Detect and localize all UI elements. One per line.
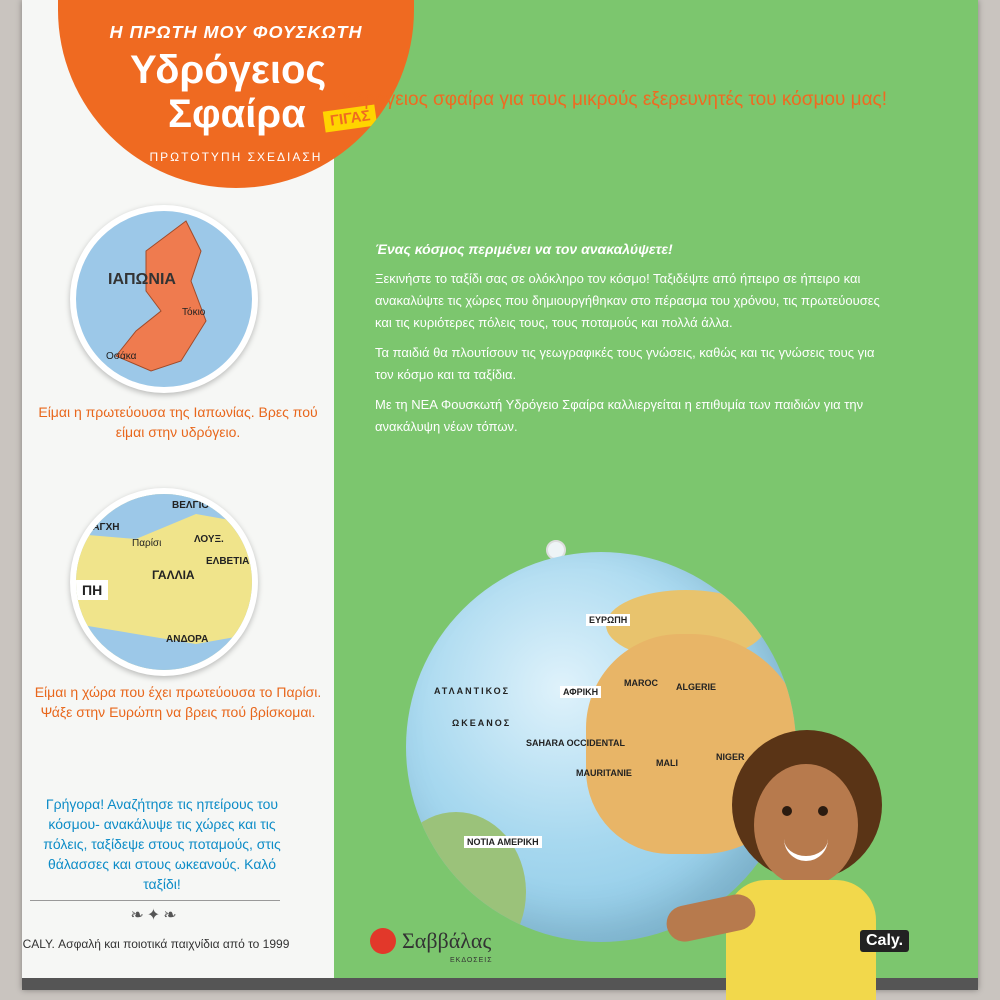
ocean-label: ΩΚΕΑΝΟΣ [452,718,512,728]
belgium-label: ΒΕΛΓΙΟ [172,500,210,511]
savvalas-icon [370,928,396,954]
savvalas-logo [370,928,491,954]
south-america-landmass [406,812,526,942]
tokyo-label: Τόκιο [182,307,206,318]
africa-label: ΑΦΡΙΚΗ [560,686,601,698]
description-block [375,238,885,446]
badge-title-line2: Σφαίρα [168,92,306,136]
description-paragraph-3: Με τη ΝΕΑ Φουσκωτή Υδρόγειο Σφαίρα καλλιεργείται η επιθυμία των παιδιών για την ανακάλυψη νέων τόπων. [375,397,864,434]
savvalas-subtitle: ΕΚΔΟΣΕΙΣ [450,957,493,964]
mali-label: MALI [656,758,678,768]
orange-tagline: Υδρόγειος σφαίρα για τους μικρούς εξερευνητές του κόσμου μας! [341,89,887,110]
channel-label: ΜΑΓΧΗ [84,522,120,533]
caly-logo: Caly. [860,930,909,952]
japan-map-illustration [76,211,252,387]
explore-text: Γρήγορα! Αναζήτησε τις ηπείρους του κόσμου- ανακάλυψε τις χώρες και τις πόλεις, ταξίδεψε στους ποταμούς, στις θάλασσες και στους ωκεανούς. Καλό ταξίδι! [43,796,281,892]
description-paragraph-1: Ξεκινήστε το ταξίδι σας σε ολόκληρο τον κόσμο! Ταξιδέψτε από ήπειρο σε ήπειρο και ανακαλύψτε τις χώρες που δημιουργήθηκαν στο πέρασμα του χρόνου, τις πρωτεύουσες και τις κυριότερες πόλεις τους, τους ποταμούς και πολλά άλλα. [375,271,880,330]
sahara-label: SAHARA OCCIDENTAL [526,738,625,748]
japan-question: Είμαι η πρωτεύουσα της Ιαπωνίας. Βρες πού είμαι στην υδρόγειο. [38,404,318,440]
badge-top-text: Η ΠΡΩΤΗ ΜΟΥ ΦΟΥΣΚΩΤΗ [109,22,363,42]
savvalas-name: Σαββάλας [402,928,492,953]
atlantic-label: ΑΤΛΑΝΤΙΚΟΣ [434,686,511,696]
description-heading: Ένας κόσμος περιμένει να τον ανακαλύψετε! [375,241,673,257]
caly-safety-note: CALY. Ασφαλή και ποιοτικά παιχνίδια από το 1999 [22,937,290,951]
cut-label: ΠΗ [76,580,108,600]
andorra-label: ΑΝΔΟΡΑ [166,634,209,645]
niger-label: NIGER [716,752,745,762]
badge-gigas-tag: ΓΙΓΑΣ [323,104,378,132]
south-america-label: ΝΟΤΙΑ ΑΜΕΡΙΚΗ [464,836,542,848]
flourish-ornament: ❧✦❧ [130,907,180,924]
badge-subtitle: ΠΡΩΤΟΤΥΠΗ ΣΧΕΔΙΑΣΗ [149,150,323,164]
osaka-label: Οσάκα [106,351,137,362]
france-label: ΓΑΛΛΙΑ [152,568,195,582]
morocco-label: MAROC [624,678,658,688]
japan-label: ΙΑΠΩΝΙΑ [108,271,176,288]
europe-label: ΕΥΡΩΠΗ [586,614,630,626]
description-paragraph-2: Τα παιδιά θα πλουτίσουν τις γεωγραφικές τους γνώσεις, καθώς και τις γνώσεις τους για τον κόσμο και τα ταξίδια. [375,345,875,382]
france-map-circle [70,488,258,676]
algeria-label: ALGERIE [676,682,717,692]
france-question: Είμαι η χώρα που έχει πρωτεύουσα το Παρίσι. Ψάξε στην Ευρώπη να βρεις πού βρίσκομαι. [34,684,322,720]
mauritania-label: MAURITANIE [576,768,632,778]
lux-label: ΛΟΥΞ. [194,534,224,545]
badge-title-line1: Υδρόγειος [130,48,327,92]
paris-label: Παρίσι [132,538,162,549]
switzerland-label: ΕΛΒΕΤΙΑ [206,556,250,567]
japan-map-circle [70,205,258,393]
divider-line [30,900,280,901]
